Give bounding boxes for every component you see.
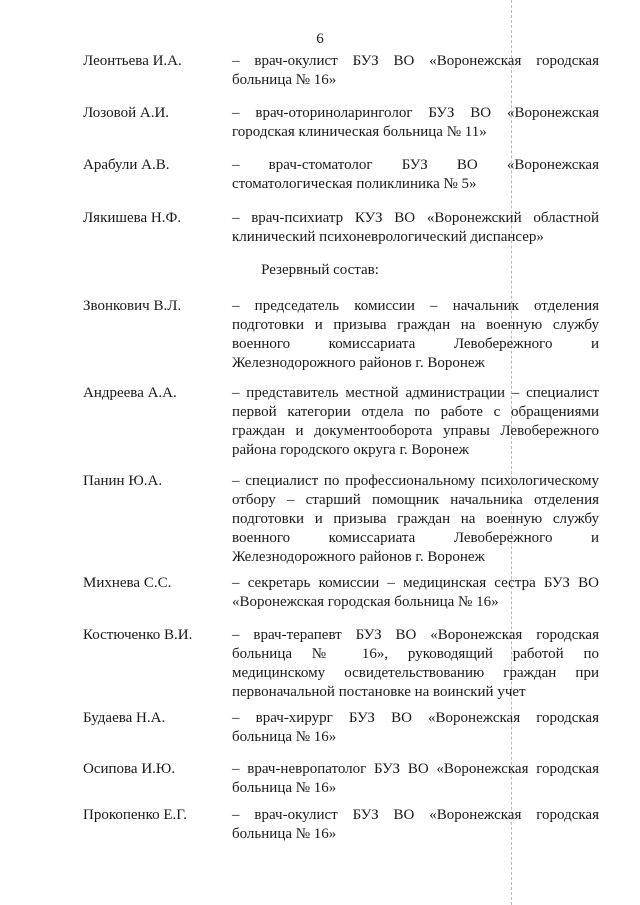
member-name: Костюченко В.И.: [83, 627, 193, 643]
member-name: Арабули А.В.: [83, 157, 170, 173]
member-name: Прокопенко Е.Г.: [83, 807, 187, 823]
member-name: Звонкович В.Л.: [83, 298, 182, 314]
member-role: – врач-стоматолог БУЗ ВО «Воронежская стоматологическая поликлиника № 5»: [232, 157, 599, 192]
member-name: Лякишева Н.Ф.: [83, 210, 182, 226]
member-name: Будаева Н.А.: [83, 710, 166, 726]
member-role: – представитель местной администрации – специалист первой категории отдела по работе с обращениями граждан и документооборота управы Левобережного района городского округа г. Воронеж: [232, 385, 599, 458]
member-role: – врач-невропатолог БУЗ ВО «Воронежская городская больница № 16»: [232, 761, 599, 796]
member-name: Панин Ю.А.: [83, 473, 163, 489]
member-role: – председатель комиссии – начальник отделения подготовки и призыва граждан на военную службу военного комиссариата Левобережного и Железнодорожного районов г. Воронеж: [232, 298, 599, 371]
page-number: 6: [316, 31, 324, 47]
member-role: – специалист по профессиональному психологическому отбору – старший помощник начальника отделения подготовки и призыва граждан на военную службу военного комиссариата Левобережного и Железнодорожного районов г. Воронеж: [232, 473, 599, 565]
member-role: – врач-терапевт БУЗ ВО «Воронежская городская больница № 16», руководящий работой по медицинскому освидетельствованию граждан при первоначальной постановке на воинский учет: [232, 627, 599, 700]
member-role: – врач-психиатр КУЗ ВО «Воронежский областной клинический психоневрологический диспансер»: [232, 210, 599, 245]
member-role: – врач-окулист БУЗ ВО «Воронежская городская больница № 16»: [232, 807, 599, 842]
member-name: Андреева А.А.: [83, 385, 177, 401]
member-role: – врач-окулист БУЗ ВО «Воронежская городская больница № 16»: [232, 53, 599, 88]
member-name: Лозовой А.И.: [83, 105, 170, 121]
member-name: Михнева С.С.: [83, 575, 172, 591]
member-name: Осипова И.Ю.: [83, 761, 176, 777]
member-role: – секретарь комиссии – медицинская сестра БУЗ ВО «Воронежская городская больница № 16»: [232, 575, 599, 610]
member-role: – врач-хирург БУЗ ВО «Воронежская городская больница № 16»: [232, 710, 599, 745]
reserve-heading: Резервный состав:: [261, 262, 379, 278]
member-name: Леонтьева И.А.: [83, 53, 182, 69]
member-role: – врач-оториноларинголог БУЗ ВО «Воронежская городская клиническая больница № 11»: [232, 105, 599, 140]
